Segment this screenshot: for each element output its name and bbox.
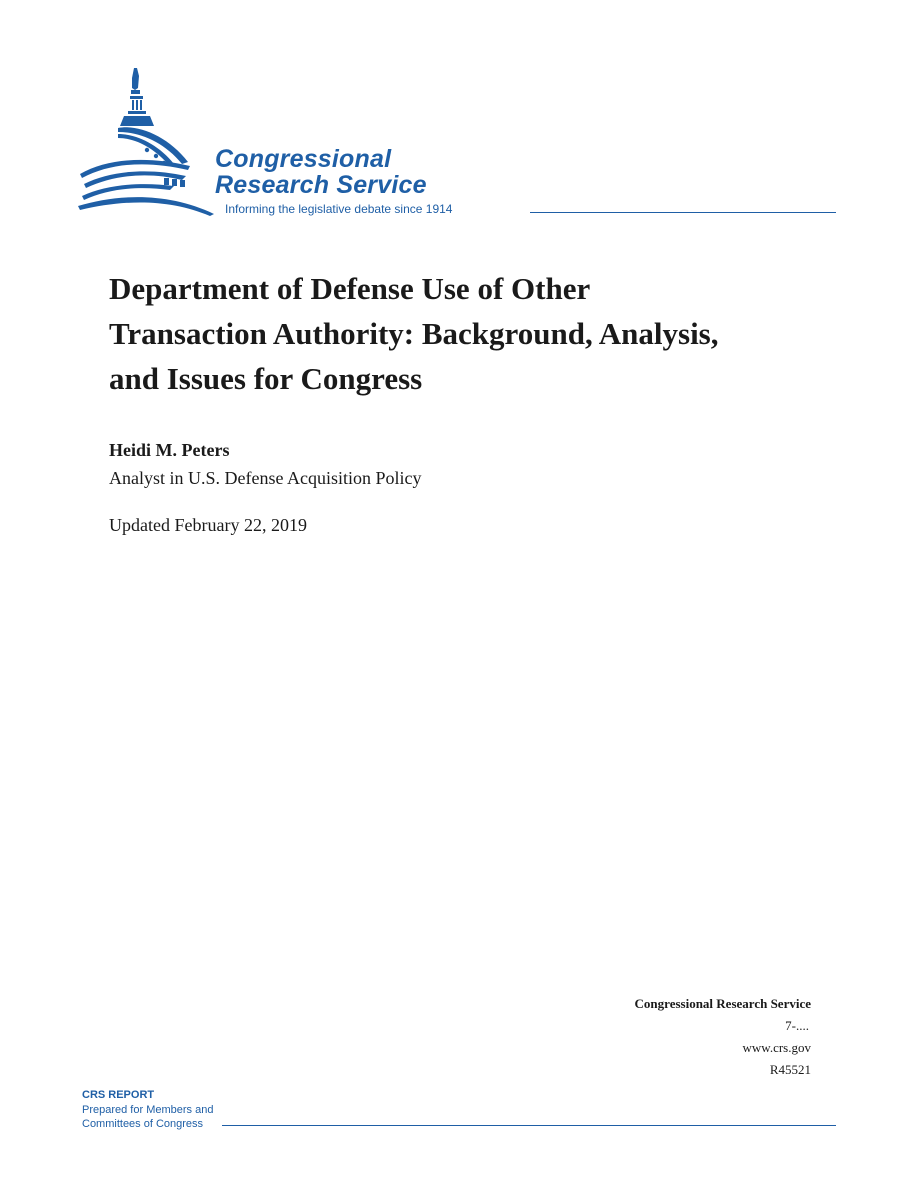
title-line-2: Transaction Authority: Background, Analysis,: [109, 316, 719, 351]
crs-wordmark: [215, 146, 427, 198]
footer-prepared-for: Prepared for Members and: [82, 1104, 214, 1116]
title-line-1: Department of Defense Use of Other: [109, 271, 591, 306]
publication-info: [635, 993, 811, 1081]
brand-line-1: Congressional: [215, 145, 392, 173]
crs-report-footer: [82, 1088, 838, 1132]
capitol-dome-icon: [78, 66, 218, 222]
footer-committees: Committees of Congress: [82, 1118, 204, 1130]
author-role: Analyst in U.S. Defense Acquisition Policy: [109, 468, 422, 488]
report-number: R45521: [769, 1062, 811, 1077]
brand-line-2: Research Service: [215, 171, 427, 199]
header-rule: [530, 212, 836, 213]
author-name: Heidi M. Peters: [109, 440, 230, 460]
website-link[interactable]: www.crs.gov: [742, 1040, 811, 1055]
footer-report-label: CRS REPORT: [82, 1089, 155, 1101]
footer-rule: [222, 1125, 836, 1126]
crs-logo: [78, 66, 838, 222]
updated-date: Updated February 22, 2019: [109, 515, 307, 535]
phone-code: 7-....: [785, 1018, 809, 1033]
title-line-3: and Issues for Congress: [109, 361, 423, 396]
report-title: [109, 266, 829, 401]
publisher-name: Congressional Research Service: [634, 996, 811, 1011]
brand-tagline: Informing the legislative debate since 1914: [225, 202, 453, 216]
